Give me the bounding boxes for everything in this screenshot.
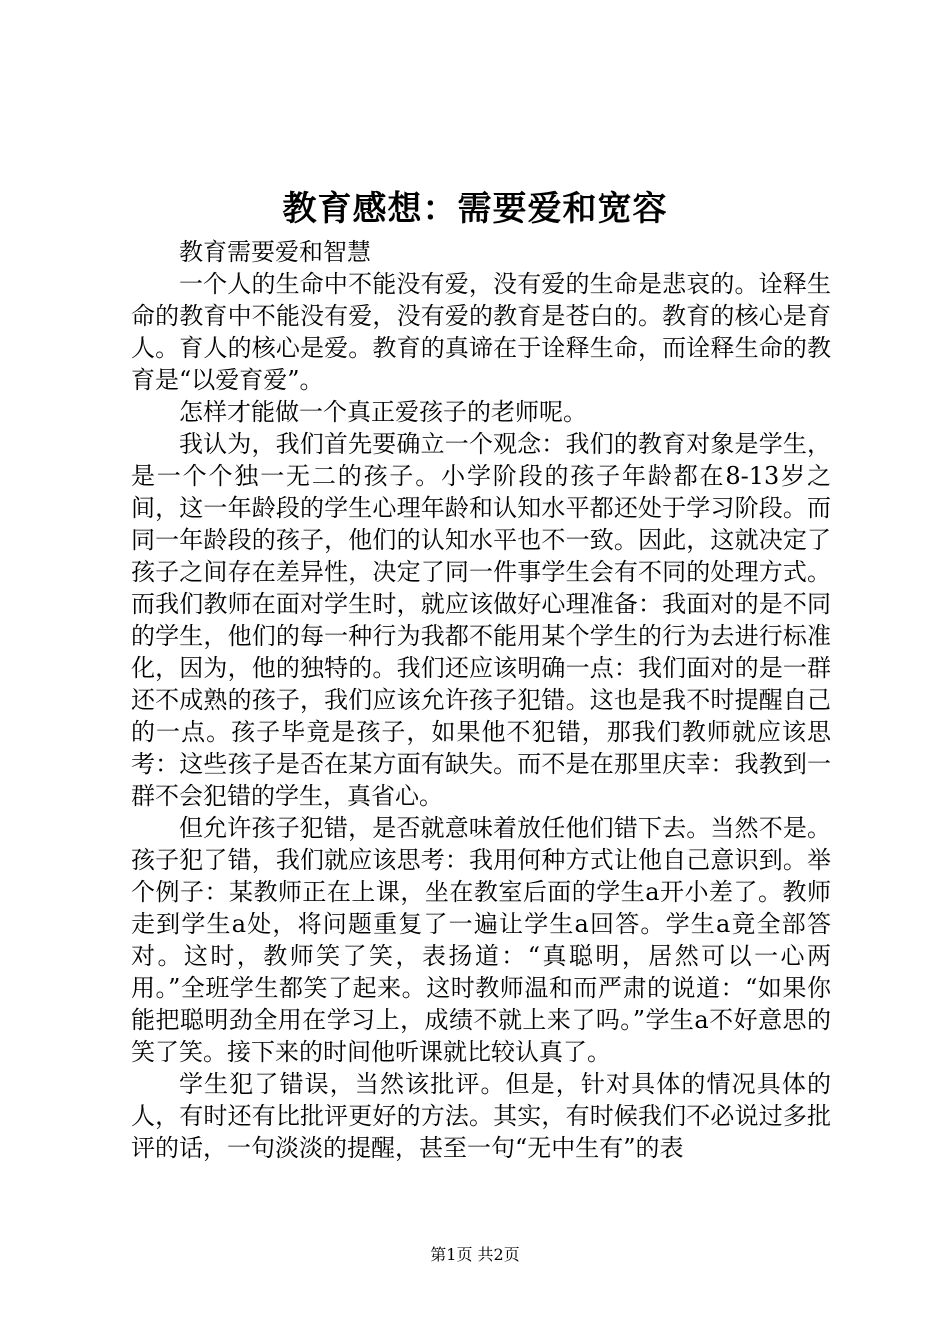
paragraph: 但允许孩子犯错，是否就意味着放任他们错下去。当然不是。孩子犯了错，我们就应该思考：我用何种方式让他自己意识到。举个例子：某教师正在上课，坐在教室后面的学生a开小差了。教师走到学生a处，将问题重复了一遍让学生a回答。学生a竟全部答对。这时，教师笑了笑，表扬道：“真聪明，居然可以一心两用。”全班学生都笑了起来。这时教师温和而严肃的说道：“如果你能把聪明劲全用在学习上，成绩不就上来了吗。”学生a不好意思的笑了笑。接下来的时间他听课就比较认真了。 [131,814,831,1066]
paragraph: 一个人的生命中不能没有爱，没有爱的生命是悲哀的。诠释生命的教育中不能没有爱，没有爱的教育是苍白的。教育的核心是育人。育人的核心是爱。教育的真谛在于诠释生命，而诠释生命的教育是“以爱育爱”。 [131,270,831,394]
paragraph: 怎样才能做一个真正爱孩子的老师呢。 [179,398,587,426]
document-body [131,236,831,1164]
page-number-footer: 第1页 共2页 [430,1245,520,1264]
page-title: 教育感想：需要爱和宽容 [282,189,668,229]
paragraph: 我认为，我们首先要确立一个观念：我们的教育对象是学生，是一个个独一无二的孩子。小学阶段的孩子年龄都在8-13岁之间，这一年龄段的学生心理年龄和认知水平都还处于学习阶段。而同一年龄段的孩子，他们的认知水平也不一致。因此，这就决定了孩子之间存在差异性，决定了同一件事学生会有不同的处理方式。而我们教师在面对学生时，就应该做好心理准备：我面对的是不同的学生，他们的每一种行为我都不能用某个学生的行为去进行标准化，因为，他的独特的。我们还应该明确一点：我们面对的是一群还不成熟的孩子，我们应该允许孩子犯错。这也是我不时提醒自己的一点。孩子毕竟是孩子，如果他不犯错，那我们教师就应该思考：这些孩子是否在某方面有缺失。而不是在那里庆幸：我教到一群不会犯错的学生，真省心。 [131,430,831,810]
paragraph: 学生犯了错误，当然该批评。但是，针对具体的情况具体的人，有时还有比批评更好的方法。其实，有时候我们不必说过多批评的话，一句淡淡的提醒，甚至一句“无中生有”的表 [131,1070,831,1162]
paragraph-heading: 教育需要爱和智慧 [179,238,371,266]
